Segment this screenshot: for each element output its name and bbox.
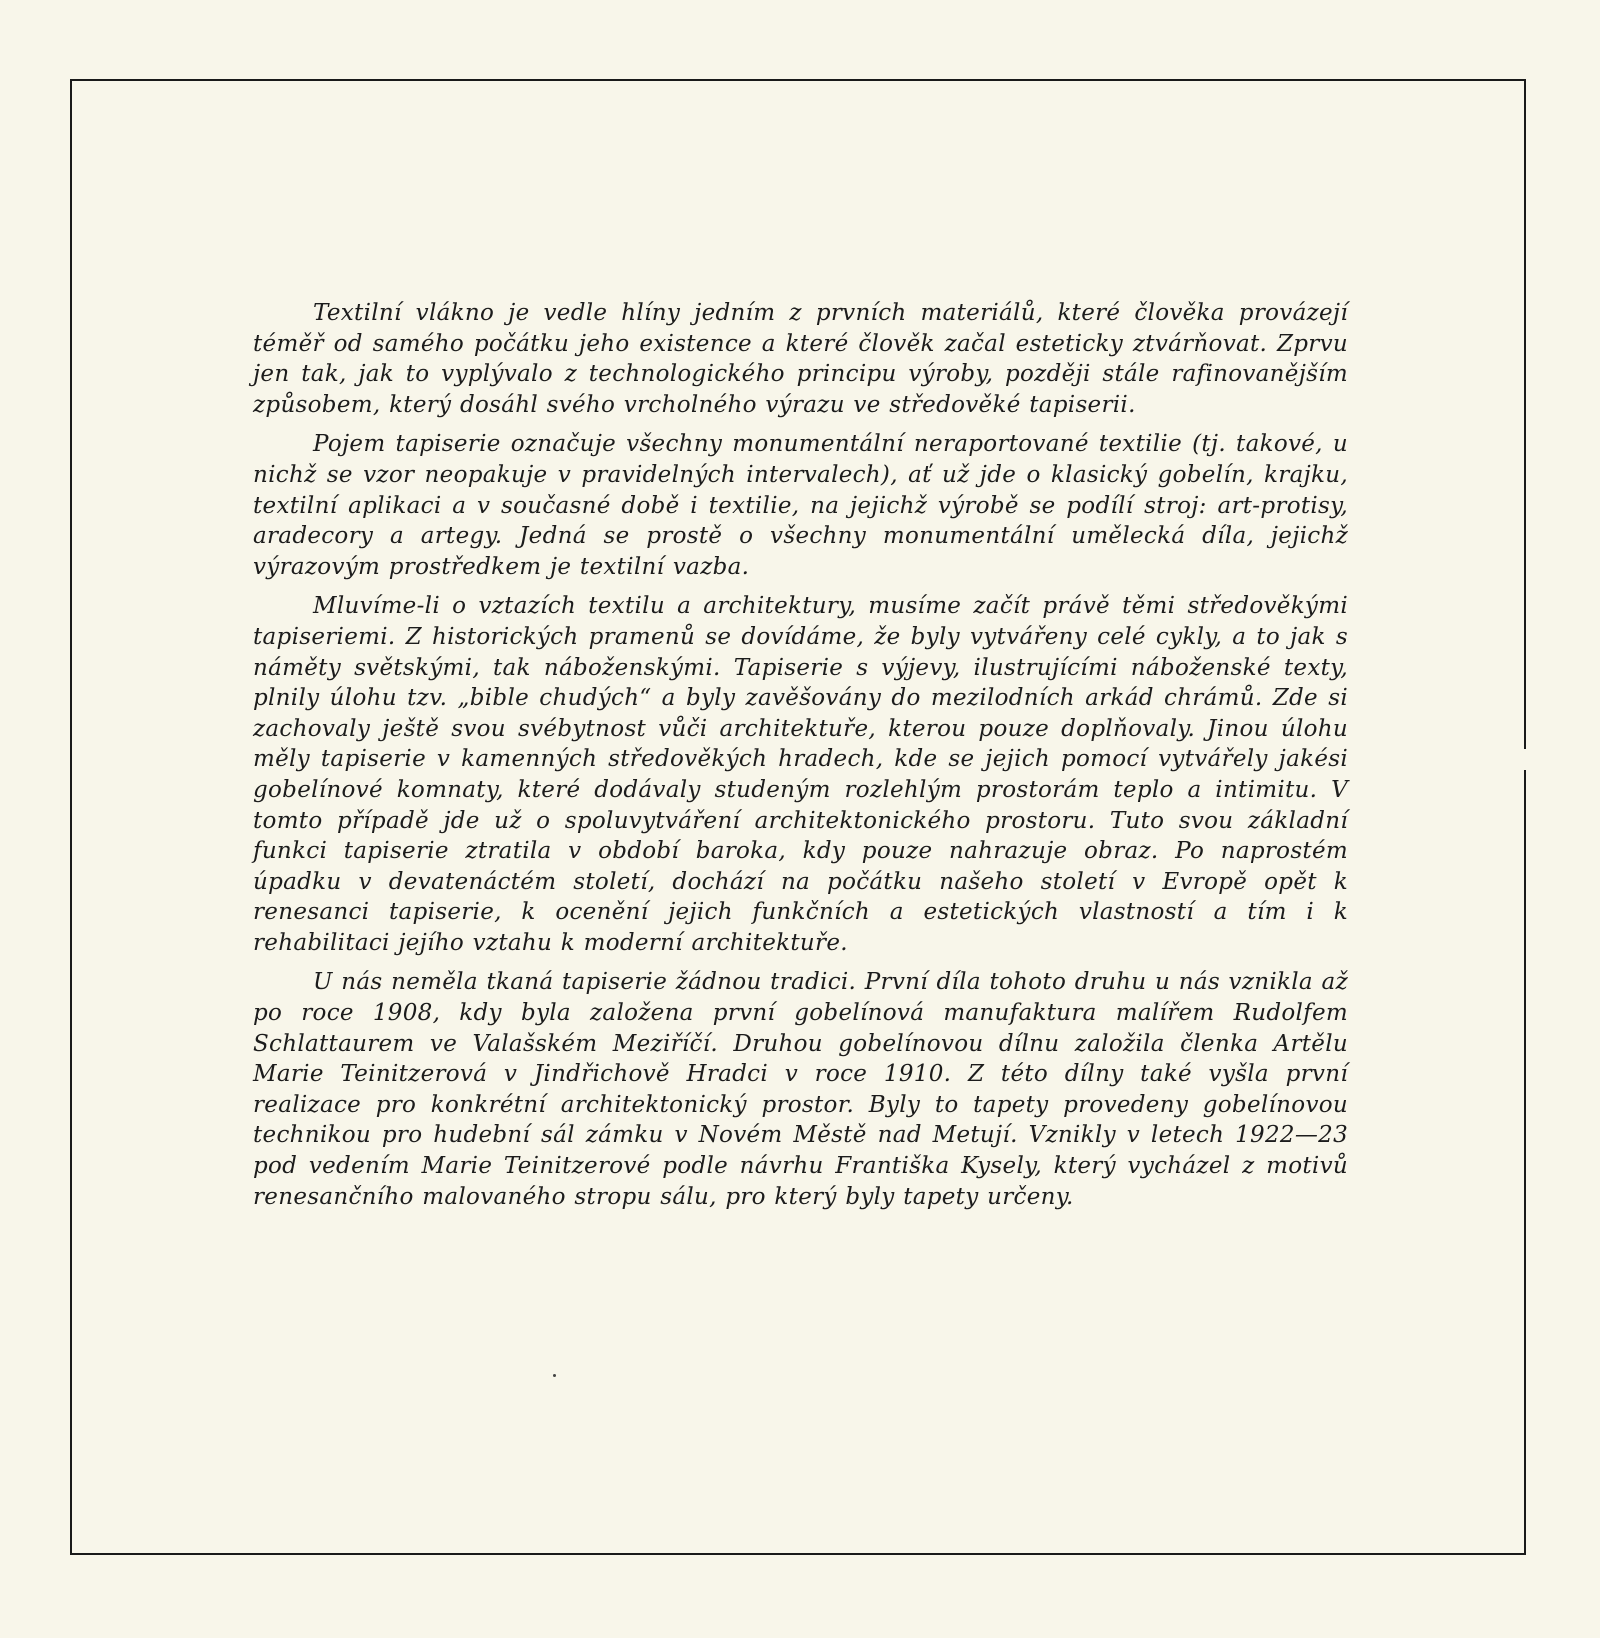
body-text — [253, 298, 1348, 1221]
frame-right-rule-lower — [1524, 770, 1526, 1555]
print-speck — [553, 1374, 556, 1377]
frame-right-rule-upper — [1524, 79, 1526, 749]
frame-left-rule — [70, 79, 72, 1555]
paragraph-1: Textilní vlákno je vedle hlíny jedním z prvních materiálů, které člověka provázejí téměř od samého počátku jeho existence a které člověk začal esteticky ztvárňovat. Zprvu jen tak, jak to vyplývalo z technologického principu výroby, později stále rafinovanějším způsobem, který dosáhl svého vrcholného výrazu ve středověké tapiserii. — [253, 300, 1348, 418]
frame-bottom-rule — [70, 1553, 1525, 1555]
paragraph-4: U nás neměla tkaná tapiserie žádnou tradici. První díla tohoto druhu u nás vznikla až po roce 1908, kdy byla založena první gobelínová manufaktura malířem Rudolfem Schlattaurem ve Valašském Meziříčí. Druhou gobelínovou dílnu založila členka Artělu Marie Teinitzerová v Jindřichově Hradci v roce 1910. Z této dílny také vyšla první realizace pro konkrétní architektonický prostor. Byly to tapety provedeny gobelínovou technikou pro hudební sál zámku v Novém Městě nad Metují. Vznikly v letech 1922—23 pod vedením Marie Teinitzerové podle návrhu Františka Kysely, který vycházel z motivů renesančního malovaného stropu sálu, pro který byly tapety určeny. — [253, 969, 1348, 1210]
paragraph-2: Pojem tapiserie označuje všechny monumentální neraportované textilie (tj. takové, u nichž se vzor neopakuje v pravidelných intervalech), ať už jde o klasický gobelín, krajku, textilní aplikaci a v současné době i textilie, na jejichž výrobě se podílí stroj: art-protisy, aradecory a artegy. Jedná se prostě o všechny monumentální umělecká díla, jejichž výrazovým prostředkem je textilní vazba. — [253, 431, 1348, 580]
frame-top-rule — [70, 79, 1525, 81]
paragraph-3: Mluvíme-li o vztazích textilu a architektury, musíme začít právě těmi středověkými tapiseriemi. Z historických pramenů se dovídáme, že byly vytvářeny celé cykly, a to jak s náměty světskými, tak náboženskými. Tapiserie s výjevy, ilustrujícími náboženské texty, plnily úlohu tzv. „bible chudých“ a byly zavěšovány do mezilodních arkád chrámů. Zde si zachovaly ještě svou svébytnost vůči architektuře, kterou pouze doplňovaly. Jinou úlohu měly tapiserie v kamenných středověkých hradech, kde se jejich pomocí vytvářely jakési gobelínové komnaty, které dodávaly studeným rozlehlým prostorám teplo a intimitu. V tomto případě jde už o spoluvytváření architektonického prostoru. Tuto svou základní funkci tapiserie ztratila v období baroka, kdy pouze nahrazuje obraz. Po naprostém úpadku v devatenáctém století, dochází na počátku našeho století v Evropě opět k renesanci tapiserie, k ocenění jejich funkčních a estetických vlastností a tím i k rehabilitaci jejího vztahu k moderní architektuře. — [253, 593, 1348, 956]
